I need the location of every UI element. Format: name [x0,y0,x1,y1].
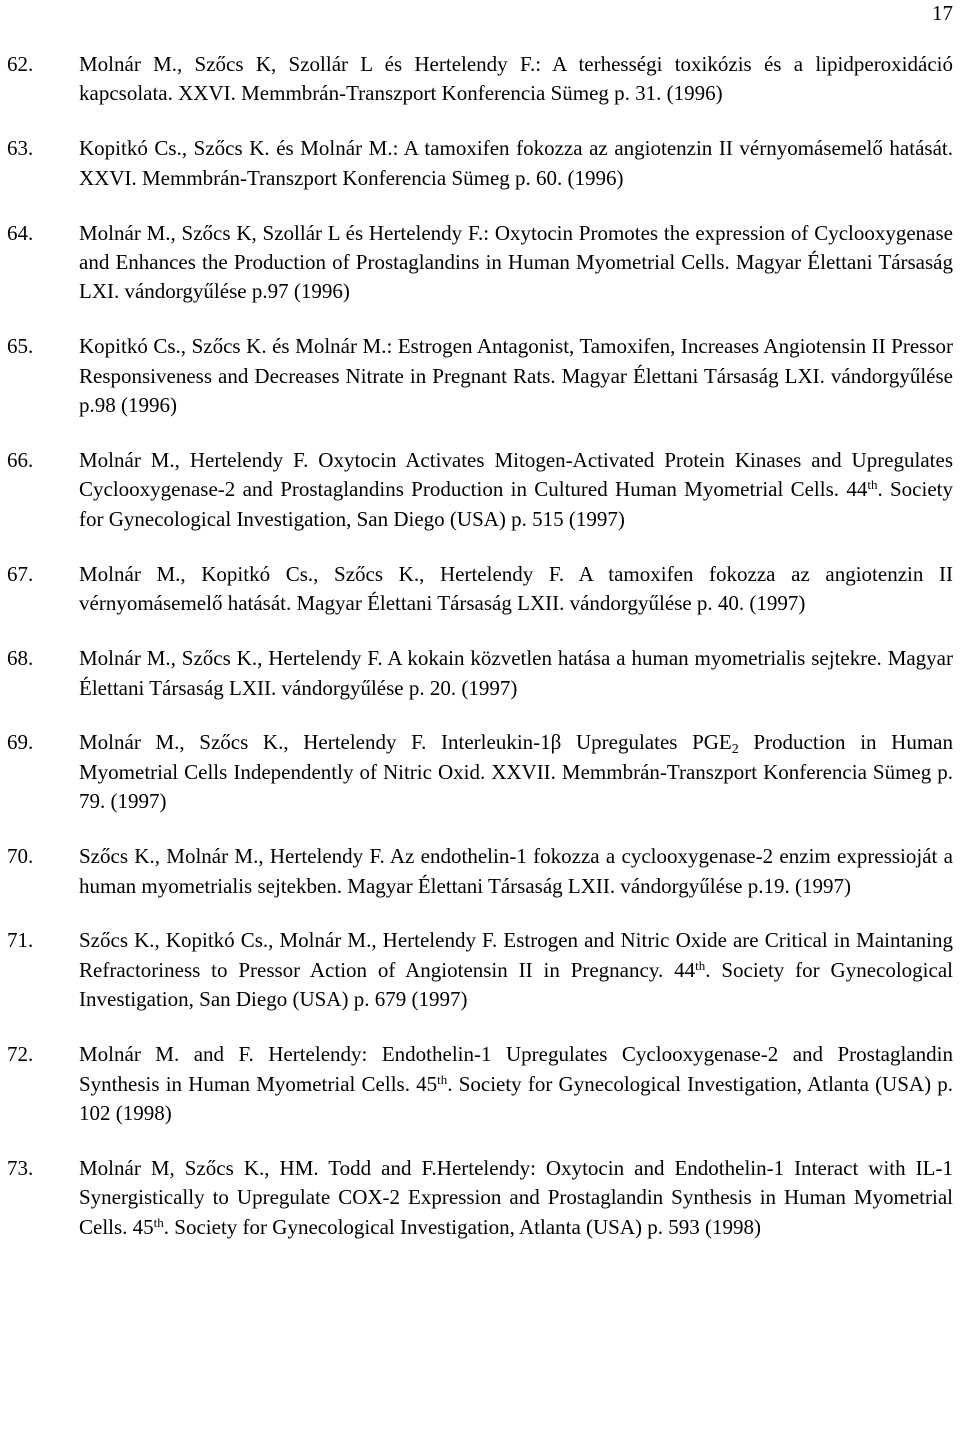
reference-text-part: . Society for Gynecological Investigation, Atlanta (USA) p. 102 (1998) [79,1071,953,1125]
reference-text-part: Szőcs K., Molnár M., Hertelendy F. Az endothelin-1 fokozza a cyclooxygenase-2 enzim expressioját a human myometrialis sejtekben. Magyar Élettani Társaság LXII. vándorgyűlése p.19. (1997) [79,844,953,898]
reference-text [79,332,953,420]
page-number: 17 [932,1,953,25]
reference-number: 73. [7,1155,34,1180]
reference-number: 71. [7,928,34,953]
reference-number: 68. [7,646,34,671]
reference-text [79,926,953,1014]
reference-text-part: Molnár M., Kopitkó Cs., Szőcs K., Hertelendy F. A tamoxifen fokozza az angiotenzin II vérnyomásemelő hatását. Magyar Élettani Társaság LXII. vándorgyűlése p. 40. (1997) [79,561,953,616]
reference-text [79,560,953,619]
reference-text-part: Szőcs K., Kopitkó Cs., Molnár M., Hertelendy F. Estrogen and Nitric Oxide are Critical in Maintaning Refractoriness to Pressor Action of Angiotensin II in Pregnancy. 44 [79,928,953,982]
subscript: 2 [731,742,739,758]
reference-text [79,446,953,534]
reference-item [7,926,953,1014]
reference-text-part: Molnár M., Szőcs K., Hertelendy F. Interleukin-1β Upregulates PGE [79,730,732,755]
reference-number: 64. [7,220,34,245]
reference-number: 63. [7,136,34,161]
reference-text-part: Molnár M., Hertelendy F. Oxytocin Activates Mitogen-Activated Protein Kinases and Upregulates Cyclooxygenase-2 and Prostaglandins Production in Cultured Human Myometrial Cells. 44 [79,448,953,502]
reference-item [7,50,953,109]
reference-number: 66. [7,448,34,473]
reference-number: 62. [7,52,34,76]
reference-number: 70. [7,844,34,869]
reference-text-part: . Society for Gynecological Investigation, Atlanta (USA) p. 593 (1998) [163,1214,762,1239]
reference-text-part: Kopitkó Cs., Szőcs K. és Molnár M.: A tamoxifen fokozza az angiotenzin II vérnyomásemelő hatását. XXVI. Memmbrán-Transzport Konferencia Sümeg p. 60. (1996) [79,136,953,190]
superscript-ordinal: th [867,477,878,493]
reference-text-part: Production in Human Myometrial Cells Independently of Nitric Oxid. XXVII. Memmbrán-Transzport Konferencia Sümeg p. 79. (1997) [79,730,953,814]
reference-list [7,50,953,1268]
reference-text [79,728,953,816]
reference-text [79,644,953,703]
reference-text [79,134,953,193]
superscript-ordinal: th [695,957,706,973]
reference-text [79,1040,953,1128]
reference-item [7,446,953,534]
reference-text [79,219,953,307]
reference-text [79,842,953,901]
reference-item [7,134,953,193]
reference-item [7,1154,953,1242]
reference-number: 65. [7,334,34,359]
reference-item [7,728,953,816]
superscript-ordinal: th [437,1071,448,1087]
reference-text-part: . Society for Gynecological Investigation, San Diego (USA) p. 515 (1997) [79,477,953,531]
reference-item [7,644,953,703]
reference-text-part: . Society for Gynecological Investigation, San Diego (USA) p. 679 (1997) [79,957,953,1012]
reference-number: 69. [7,730,34,755]
reference-text-part: Kopitkó Cs., Szőcs K. és Molnár M.: Estrogen Antagonist, Tamoxifen, Increases Angiotensin II Pressor Responsiveness and Decreases Nitrate in Pregnant Rats. Magyar Élettani Társaság LXI. vándorgyűlése p.98 (1996) [79,334,953,418]
reference-number: 72. [7,1042,34,1067]
reference-text-part: Molnár M., Szőcs K., Hertelendy F. A kokain közvetlen hatása a human myometrialis sejtekre. Magyar Élettani Társaság LXII. vándorgyűlése p. 20. (1997) [79,646,953,700]
reference-item [7,560,953,619]
reference-text-part: Molnár M, Szőcs K., HM. Todd and F.Hertelendy: Oxytocin and Endothelin-1 Interact with IL-1 Synergistically to Upregulate COX-2 Expression and Prostaglandin Synthesis in Human Myometrial Cells. 45 [79,1155,953,1239]
reference-text-part: Molnár M., Szőcs K, Szollár L és Hertelendy F.: A terhességi toxikózis és a lipidperoxidáció kapcsolata. XXVI. Memmbrán-Transzport Konferencia Sümeg p. 31. (1996) [79,52,953,106]
reference-text-part: Molnár M. and F. Hertelendy: Endothelin-1 Upregulates Cyclooxygenase-2 and Prostaglandin Synthesis in Human Myometrial Cells. 45 [79,1042,953,1096]
reference-item [7,219,953,307]
reference-text [79,1154,953,1242]
reference-text [79,50,953,109]
superscript-ordinal: th [153,1214,164,1230]
reference-item [7,842,953,901]
reference-item [7,1040,953,1128]
reference-item [7,332,953,420]
reference-number: 67. [7,561,34,586]
reference-text-part: Molnár M., Szőcs K, Szollár L és Hertelendy F.: Oxytocin Promotes the expression of Cyclooxygenase and Enhances the Production of Prostaglandins in Human Myometrial Cells. Magyar Élettani Társaság LXI. vándorgyűlése p.97 (1996) [79,220,953,304]
